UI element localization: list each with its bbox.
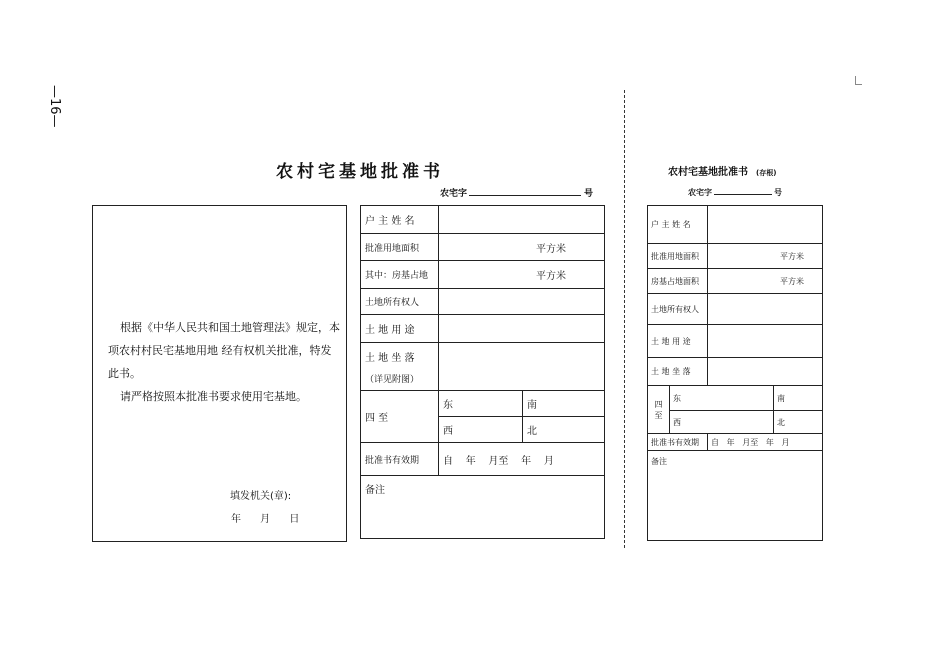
stub-form-table: [647, 205, 823, 541]
stub-label-land-owner: 土地所有权人: [648, 294, 708, 325]
stub-label-land-use: 土 地 用 途: [648, 325, 708, 358]
stub-field-location[interactable]: [708, 358, 823, 386]
field-east[interactable]: [439, 391, 523, 417]
stub-title: [668, 163, 818, 178]
stub-label-location: 土 地 坐 落: [648, 358, 708, 386]
stub-field-house-area[interactable]: [708, 269, 823, 294]
stub-field-land-owner[interactable]: [708, 294, 823, 325]
stub-boundary-1: 四: [654, 399, 663, 409]
crop-mark: [855, 76, 862, 85]
stub-title-text: 农村宅基地批准书: [668, 167, 748, 178]
label-validity: 批准书有效期: [361, 443, 439, 476]
label-land-owner: 土地所有权人: [361, 289, 439, 315]
stub-field-south[interactable]: [774, 386, 823, 411]
main-title: 农村宅基地批准书: [276, 162, 444, 182]
stub-dir-east: 东: [673, 393, 681, 403]
number-prefix: 农宅字: [440, 189, 468, 199]
issue-date-label: 年 月 日: [231, 514, 300, 525]
field-land-owner[interactable]: [439, 289, 605, 315]
dir-north: 北: [527, 426, 537, 437]
body-paragraph-1: 根据《中华人民共和国土地管理法》规定，本项农村村民宅基地用地 经有权机关批准，特发此书。: [108, 321, 340, 380]
number-suffix: 号: [584, 189, 594, 199]
label-location: [361, 343, 439, 391]
location-note: （详见附图）: [365, 374, 420, 385]
stub-field-north[interactable]: [774, 411, 823, 434]
field-remarks[interactable]: [361, 476, 605, 539]
label-land-use: 土 地 用 途: [361, 315, 439, 343]
issuing-authority-label: 填发机关(章):: [230, 491, 292, 502]
stub-label-owner-name: 户 主 姓 名: [648, 206, 708, 244]
stub-unit-sqm: 平方米: [780, 276, 804, 286]
main-number-line: [440, 186, 605, 199]
dir-east: 东: [443, 400, 453, 411]
label-remarks: 备注: [365, 485, 385, 496]
stub-field-east[interactable]: [670, 386, 774, 411]
location-title: 土 地 坐 落: [365, 352, 415, 364]
certificate-body: [108, 316, 340, 408]
field-location[interactable]: [439, 343, 605, 391]
label-approved-area: 批准用地面积: [361, 234, 439, 261]
stub-dir-north: 北: [777, 417, 786, 427]
stub-field-validity[interactable]: 自 年 月至 年 月: [708, 434, 823, 451]
stub-field-remarks[interactable]: [648, 451, 823, 541]
stub-field-west[interactable]: [670, 411, 774, 434]
stub-label-remarks: 备注: [651, 457, 667, 466]
stub-label-house-area: 房基占地面积: [648, 269, 708, 294]
stub-copy-label: (存根): [756, 169, 777, 177]
stub-dir-west: 西: [673, 417, 681, 427]
number-blank[interactable]: [469, 187, 581, 196]
field-south[interactable]: [523, 391, 605, 417]
stub-field-approved-area[interactable]: [708, 244, 823, 269]
stub-boundary-2: 至: [654, 410, 663, 420]
dir-west: 西: [443, 426, 453, 437]
stub-number-suffix: 号: [774, 188, 782, 197]
dir-south: 南: [527, 400, 537, 411]
label-owner-name: 户 主 姓 名: [361, 206, 439, 234]
field-house-area[interactable]: [439, 261, 605, 289]
tear-line: [624, 90, 625, 548]
field-north[interactable]: [523, 417, 605, 443]
stub-number-line: [688, 187, 798, 198]
field-land-use[interactable]: [439, 315, 605, 343]
stub-label-validity: 批准书有效期: [648, 434, 708, 451]
stub-label-boundaries: [648, 386, 670, 434]
stub-unit-sqm: 平方米: [780, 251, 804, 261]
page-number: —16—: [47, 85, 62, 128]
field-owner-name[interactable]: [439, 206, 605, 234]
stub-dir-south: 南: [777, 393, 786, 403]
field-approved-area[interactable]: [439, 234, 605, 261]
main-form-table: [360, 205, 605, 539]
stub-number-blank[interactable]: [714, 187, 772, 195]
stub-label-approved-area: 批准用地面积: [648, 244, 708, 269]
label-house-area: 其中：房基占地: [361, 261, 439, 289]
label-boundaries: 四 至: [361, 391, 439, 443]
field-validity[interactable]: 自 年 月至 年 月: [439, 443, 605, 476]
field-west[interactable]: [439, 417, 523, 443]
unit-sqm: 平方米: [536, 271, 566, 282]
stub-field-land-use[interactable]: [708, 325, 823, 358]
stub-field-owner-name[interactable]: [708, 206, 823, 244]
unit-sqm: 平方米: [536, 243, 566, 255]
stub-number-prefix: 农宅字: [688, 188, 712, 197]
body-paragraph-2: 请严格按照本批准书要求使用宅基地。: [120, 390, 307, 403]
